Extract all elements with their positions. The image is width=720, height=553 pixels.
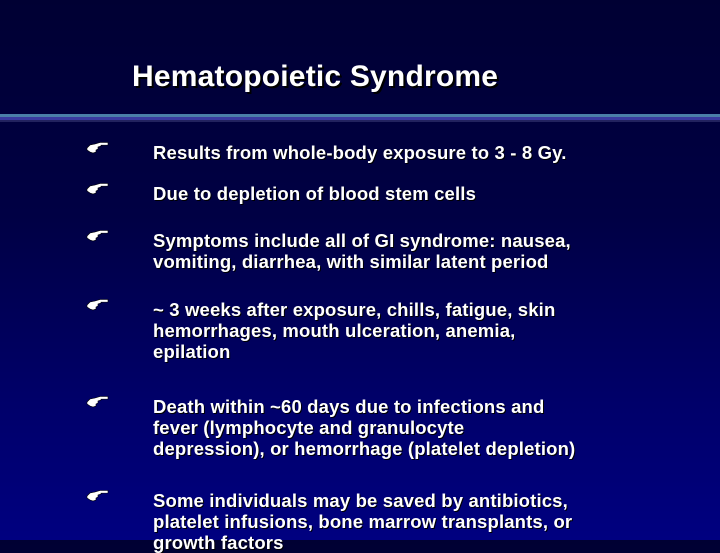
bullet-text: Results from whole-body exposure to 3 - 8 Gy. <box>153 142 567 163</box>
bullet-text: Due to depletion of blood stem cells <box>153 183 477 204</box>
pointing-hand-icon <box>86 141 110 155</box>
bullet-text: Some individuals may be saved by antibiotics, platelet infusions, bone marrow transplants, or growth factors <box>153 490 573 553</box>
bullet-text: Death within ~60 days due to infections and fever (lymphocyte and granulocyte depression), or hemorrhage (platelet depletion) <box>153 396 576 459</box>
pointing-hand-icon <box>86 229 110 243</box>
bullet-text: Symptoms include all of GI syndrome: nausea, vomiting, diarrhea, with similar latent period <box>153 230 571 272</box>
pointing-hand-icon <box>86 395 110 409</box>
divider-line-bottom <box>0 120 720 122</box>
bullet-text: ~ 3 weeks after exposure, chills, fatigue, skin hemorrhages, mouth ulceration, anemia, epilation <box>153 299 556 362</box>
pointing-hand-icon <box>86 182 110 196</box>
pointing-hand-icon <box>86 298 110 312</box>
pointing-hand-icon <box>86 489 110 503</box>
title-divider <box>0 114 720 124</box>
slide-title: Hematopoietic Syndrome <box>132 60 499 93</box>
